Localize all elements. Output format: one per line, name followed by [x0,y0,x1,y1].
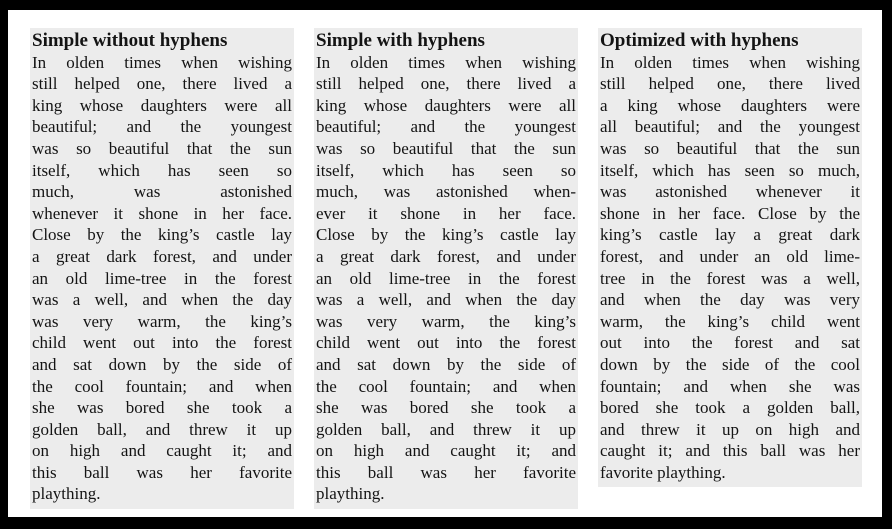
text-line: tree in the forest was a well, [600,268,860,288]
text-line: on high and caught it; and [316,441,576,461]
text-line: Close by the king’s castle lay [32,225,292,245]
text-line: child went out into the forest [316,333,576,353]
text-line: In olden times when wishing [600,52,860,72]
text-line: was a well, and when the day [32,290,292,310]
text-line: king whose daughters were all [32,95,292,115]
text-line: and when the day was very [600,290,860,310]
text-line: golden ball, and threw it up [316,419,576,439]
text-line: was astonished whenever it [600,182,860,202]
text-line: still helped one, there lived a [32,74,292,94]
text-line: the cool fountain; and when [32,376,292,396]
column-title: Simple with hyphens [316,30,485,51]
text-line: out into the forest and sat [600,333,860,353]
column-title: Simple without hyphens [32,30,228,51]
text-line: beautiful; and the youngest [32,117,292,137]
text-line: plaything. [32,484,101,504]
text-line: and sat down by the side of [316,354,576,374]
text-line: a great dark forest, and under [316,246,576,266]
text-line: still helped one, there lived a [316,74,576,94]
text-line: bored she took a golden ball, [600,398,860,418]
column-simple-with-hyphens [314,28,578,509]
column-title: Optimized with hyphens [600,30,799,51]
text-line: forest, and under an old lime- [600,246,860,266]
text-line: warm, the king’s child went [600,311,860,331]
column-body [316,52,576,505]
text-line: this ball was her favorite [316,462,576,482]
columns-container [8,10,882,509]
text-line: child went out into the forest [32,333,292,353]
text-line: the cool fountain; and when [316,376,576,396]
text-line: this ball was her favorite [32,462,292,482]
text-line: was so beautiful that the sun [600,138,860,158]
text-line: caught it; and this ball was her [600,441,860,461]
text-line: king’s castle lay a great dark [600,225,860,245]
text-line: king whose daughters were all [316,95,576,115]
column-body [32,52,292,505]
text-line: itself, which has seen so much, [600,160,860,180]
text-line: beautiful; and the youngest [316,117,576,137]
text-line: she was bored she took a [316,398,576,418]
text-line: ever it shone in her face. [316,203,576,223]
column-body [600,52,860,484]
text-line: down by the side of the cool [600,354,860,374]
text-line: an old lime-tree in the forest [316,268,576,288]
text-line: itself, which has seen so [32,160,292,180]
text-line: In olden times when wishing [32,52,292,72]
column-simple-without-hyphens [30,28,294,509]
text-line: whenever it shone in her face. [32,203,292,223]
text-line: favorite plaything. [600,462,726,482]
text-line: and sat down by the side of [32,354,292,374]
text-line: was very warm, the king’s [316,311,576,331]
text-line: plaything. [316,484,385,504]
text-line: much, was astonished when- [316,182,576,202]
text-line: was very warm, the king’s [32,311,292,331]
text-line: a king whose daughters were [600,95,860,115]
text-line: In olden times when wishing [316,52,576,72]
text-line: was so beautiful that the sun [316,138,576,158]
text-line: and threw it up on high and [600,419,860,439]
text-line: an old lime-tree in the forest [32,268,292,288]
text-line: shone in her face. Close by the [600,203,860,223]
text-line: golden ball, and threw it up [32,419,292,439]
text-line: all beautiful; and the youngest [600,117,860,137]
text-line: much, was astonished [32,182,292,202]
text-line: still helped one, there lived [600,74,860,94]
text-line: Close by the king’s castle lay [316,225,576,245]
text-line: was so beautiful that the sun [32,138,292,158]
text-line: itself, which has seen so [316,160,576,180]
text-line: a great dark forest, and under [32,246,292,266]
text-line: she was bored she took a [32,398,292,418]
text-line: on high and caught it; and [32,441,292,461]
text-line: was a well, and when the day [316,290,576,310]
text-line: fountain; and when she was [600,376,860,396]
column-optimized-with-hyphens [598,28,862,487]
